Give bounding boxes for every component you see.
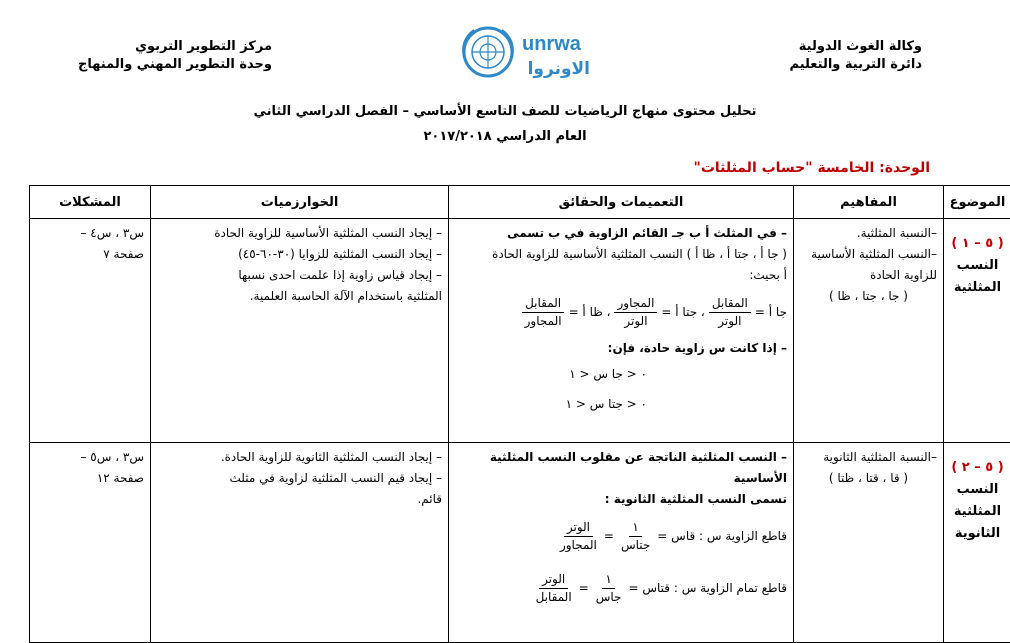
ratio-definitions <box>455 286 787 338</box>
academic-year: العام الدراسي ٢٠١٧/٢٠١٨ <box>0 129 1010 144</box>
secant-ratio <box>557 519 600 554</box>
col-algorithms: الخوارزميات <box>151 186 449 219</box>
denominator: المقابل <box>533 589 575 606</box>
concept-item: ( قا ، قتا ، ظتا ) <box>800 468 937 489</box>
numerator: ١ <box>602 571 614 589</box>
fact-line: تسمى النسب المثلثية الثانوية : <box>455 489 787 510</box>
cosecant-label: قاطع تمام الزاوية س : قتاس = <box>628 578 787 599</box>
algorithms-cell <box>151 443 449 643</box>
equals-sign: = <box>579 578 589 599</box>
content-analysis-table <box>29 185 1010 643</box>
algorithm-item: المثلثية باستخدام الآلة الحاسبة العلمية. <box>157 286 442 307</box>
algorithm-item: – إيجاد النسب المثلثية الأساسية للزاوية الحادة <box>157 223 442 244</box>
denominator: المجاور <box>557 537 600 554</box>
problem-page: صفحة ١٢ <box>36 468 144 489</box>
algorithms-cell <box>151 219 449 443</box>
concept-item: –النسب المثلثية الأساسية للزاوية الحادة <box>800 244 937 286</box>
concepts-cell <box>794 219 944 443</box>
denominator: الوتر <box>621 313 650 330</box>
col-topic: الموضوع <box>944 186 1010 219</box>
fact-line: ( جا أ ، جتا أ ، ظا أ ) النسب المثلثية الأساسية للزاوية الحادة <box>455 244 787 265</box>
logo-text-en: unrwa <box>522 33 582 55</box>
topic-name: النسب المثلثية <box>945 255 1010 299</box>
un-emblem-icon <box>463 28 513 76</box>
topic-number: ( ٥ – ٢ ) <box>945 457 1010 479</box>
concepts-cell <box>794 443 944 643</box>
fact-line: أ بحيث: <box>455 265 787 286</box>
numerator: ١ <box>629 519 641 537</box>
sine-fraction <box>709 295 751 330</box>
algorithm-item: – إيجاد النسب المثلثية الثانوية للزاوية الحادة. <box>157 447 442 468</box>
numerator: المجاور <box>614 295 657 313</box>
table-row <box>30 219 1010 443</box>
cosine-fraction <box>614 295 657 330</box>
topic-cell <box>944 219 1010 443</box>
problem-item: س٣ ، س٥ – <box>36 447 144 468</box>
tangent-fraction <box>522 295 565 330</box>
generalizations-cell <box>449 443 794 643</box>
document-title: تحليل محتوى منهاج الرياضيات للصف التاسع الأساسي – الفصل الدراسي الثاني <box>0 104 1010 119</box>
algorithm-item: – إيجاد النسب المثلثية للزوايا (٣٠-٦٠-٤٥) <box>157 244 442 265</box>
col-problems: المشكلات <box>30 186 151 219</box>
agency-name: وكالة الغوث الدولية <box>790 38 923 56</box>
numerator: المقابل <box>522 295 564 313</box>
col-generalizations: التعميمات والحقائق <box>449 186 794 219</box>
inequality: ٠ < جتا س < ١ <box>455 389 787 419</box>
algorithm-item: – إيجاد قياس زاوية إذا علمت احدى نسبها <box>157 265 442 286</box>
algorithm-item: – إيجاد قيم النسب المثلثية لزاوية في مثلث <box>157 468 442 489</box>
cosecant-ratio <box>533 571 575 606</box>
cosecant-reciprocal <box>593 571 625 606</box>
numerator: المقابل <box>709 295 751 313</box>
problem-item: س٣ ، س٤ – <box>36 223 144 244</box>
numerator: الوتر <box>539 571 568 589</box>
topic-number: ( ٥ – ١ ) <box>945 233 1010 255</box>
inequality: ٠ < جا س < ١ <box>455 359 787 389</box>
table-row <box>30 443 1010 643</box>
unit-dept-name: وحدة التطوير المهني والمنهاج <box>78 56 272 74</box>
denominator: جاس <box>593 589 625 606</box>
topic-name: النسب المثلثية الثانوية <box>945 479 1010 545</box>
problems-cell <box>30 443 151 643</box>
problems-cell <box>30 219 151 443</box>
denominator: الوتر <box>715 313 744 330</box>
department-name: دائرة التربية والتعليم <box>790 56 923 74</box>
table-header-row <box>30 186 1010 219</box>
denominator: جتاس <box>618 537 653 554</box>
numerator: الوتر <box>564 519 593 537</box>
unit-title: الوحدة: الخامسة "حساب المثلثات" <box>694 160 930 176</box>
cosine-label: ، جتا أ = <box>661 302 704 323</box>
fact-line: – إذا كانت س زاوية حادة، فإن: <box>455 338 787 359</box>
generalizations-cell <box>449 219 794 443</box>
problem-page: صفحة ٧ <box>36 244 144 265</box>
cosecant-definition <box>455 562 787 614</box>
topic-cell <box>944 443 1010 643</box>
secant-label: قاطع الزاوية س : قاس = <box>657 526 787 547</box>
equals-sign: = <box>604 526 614 547</box>
col-concepts: المفاهيم <box>794 186 944 219</box>
agency-header <box>790 38 923 74</box>
secant-reciprocal <box>618 519 653 554</box>
sine-label: جا أ = <box>755 302 787 323</box>
center-name: مركز التطوير التربوي <box>78 38 272 56</box>
secant-definition <box>455 510 787 562</box>
unrwa-logo <box>450 18 600 88</box>
concept-item: ( جا ، جتا ، ظا ) <box>800 286 937 307</box>
tangent-label: ، ظا أ = <box>569 302 611 323</box>
algorithm-item: قائم. <box>157 489 442 510</box>
concept-item: –النسبة المثلثية. <box>800 223 937 244</box>
concept-item: –النسبة المثلثية الثانوية <box>800 447 937 468</box>
fact-line: – في المثلث أ ب جـ القائم الزاوية في ب تسمى <box>455 223 787 244</box>
center-header <box>78 38 272 74</box>
denominator: المجاور <box>522 313 565 330</box>
fact-line: – النسب المثلثية الناتجة عن مقلوب النسب المثلثية الأساسية <box>455 447 787 489</box>
logo-text-ar: الاونروا <box>528 59 590 79</box>
